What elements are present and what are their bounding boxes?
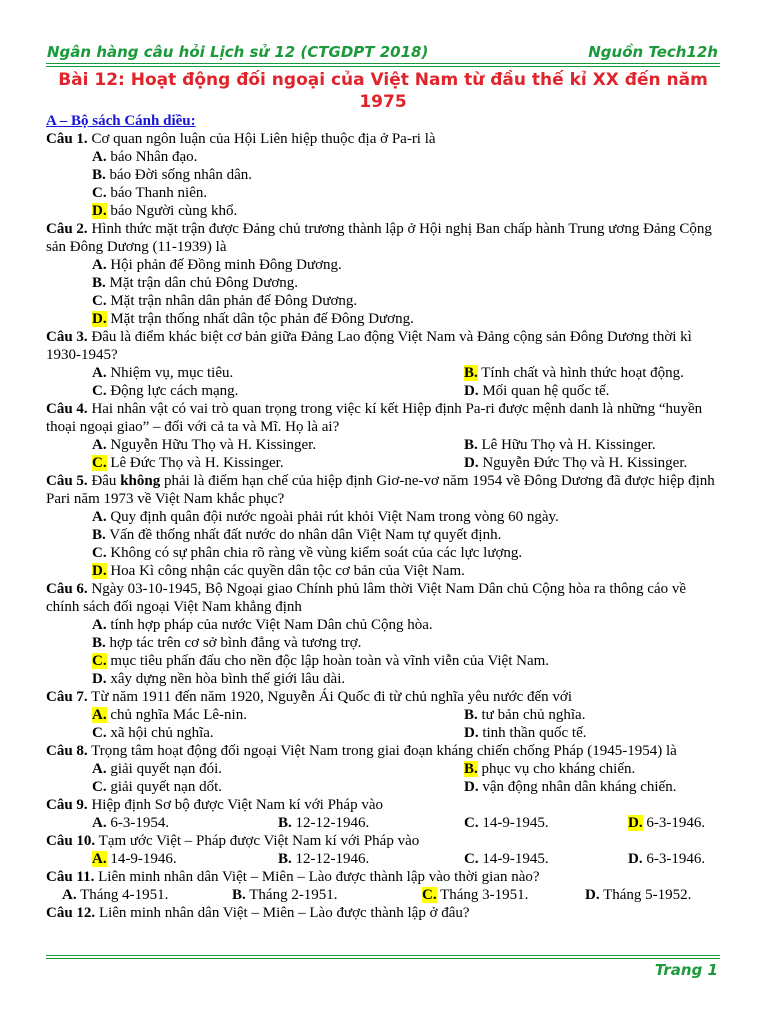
- option-text: Nguyễn Đức Thọ và H. Kissinger.: [478, 455, 688, 471]
- option-letter: B.: [92, 275, 106, 291]
- question-label: Câu 4.: [46, 401, 88, 417]
- question-body: Từ năm 1911 đến năm 1920, Nguyễn Ái Quốc đi từ chủ nghĩa yêu nước đến với: [87, 689, 573, 705]
- answer-option: [46, 508, 718, 526]
- option-text: báo Nhân đạo.: [106, 149, 198, 165]
- option-text: báo Thanh niên.: [106, 185, 208, 201]
- question-text: [46, 904, 718, 922]
- option-text: báo Người cùng khổ.: [106, 203, 238, 219]
- question-text: [46, 742, 718, 760]
- option-letter: B.: [278, 815, 292, 831]
- answer-option: [464, 454, 718, 472]
- question-body: Tạm ước Việt – Pháp được Việt Nam kí với Pháp vào: [95, 833, 420, 849]
- option-text: Vấn đề thống nhất đất nước do nhân dân Việt Nam tự quyết định.: [105, 527, 502, 543]
- header-rule: [46, 66, 720, 67]
- question-text: [46, 220, 718, 256]
- option-letter: C.: [464, 815, 479, 831]
- answer-option: [46, 256, 718, 274]
- question-label: Câu 8.: [46, 743, 88, 759]
- page-number: Trang 1: [654, 961, 718, 979]
- answer-option: [46, 562, 718, 580]
- question-body: Liên minh nhân dân Việt – Miên – Lào được thành lập ở đâu?: [95, 905, 470, 921]
- option-letter: B.: [232, 887, 246, 903]
- option-text: Tháng 2-1951.: [245, 887, 338, 903]
- header-rule: [46, 63, 720, 64]
- option-text: xây dựng nền hòa bình thế giới lâu dài.: [106, 671, 346, 687]
- answer-option: [46, 814, 278, 832]
- answer-option: [46, 202, 718, 220]
- option-text: Hội phản đế Đồng minh Đông Dương.: [106, 257, 342, 273]
- answer-option: [46, 166, 718, 184]
- correct-answer-letter: C.: [422, 887, 437, 903]
- answer-option: [46, 292, 718, 310]
- option-text: tính hợp pháp của nước Việt Nam Dân chủ Cộng hòa.: [106, 617, 433, 633]
- answer-option: [628, 850, 718, 868]
- option-text: Không có sự phân chia rõ ràng về vùng kiểm soát của các lực lượng.: [106, 545, 523, 561]
- correct-answer-letter: B.: [464, 365, 478, 381]
- footer-rule: [46, 958, 720, 959]
- answer-options: [46, 886, 718, 904]
- option-text: Quy định quân đội nước ngoài phải rút khỏi Việt Nam trong vòng 60 ngày.: [106, 509, 559, 525]
- option-letter: D.: [585, 887, 600, 903]
- option-letter: A.: [92, 509, 107, 525]
- option-text: chủ nghĩa Mác Lê-nin.: [106, 707, 247, 723]
- answer-option: [628, 814, 718, 832]
- answer-option: [278, 814, 464, 832]
- question-body: Trọng tâm hoạt động đối ngoại Việt Nam trong giai đoạn kháng chiến chống Pháp (1945-1954) là: [87, 743, 677, 759]
- question-body: Hiệp định Sơ bộ được Việt Nam kí với Pháp vào: [87, 797, 383, 813]
- answer-option: [46, 148, 718, 166]
- answer-option: [46, 544, 718, 562]
- option-text: giải quyết nạn đói.: [106, 761, 222, 777]
- section-heading: A – Bộ sách Cánh diều:: [46, 113, 196, 129]
- option-text: Lê Đức Thọ và H. Kissinger.: [106, 455, 284, 471]
- option-letter: C.: [92, 185, 107, 201]
- answer-option: [46, 436, 464, 454]
- option-text: Tính chất và hình thức hoạt động.: [477, 365, 684, 381]
- option-text: Mặt trận dân chủ Đông Dương.: [105, 275, 299, 291]
- question-label: Câu 7.: [46, 689, 88, 705]
- correct-answer-letter: A.: [92, 851, 107, 867]
- answer-option: [46, 184, 718, 202]
- answer-option: [464, 364, 718, 382]
- answer-option: [464, 760, 718, 778]
- question-body: Đâu là điểm khác biệt cơ bản giữa Đảng Lao động Việt Nam và Đảng cộng sản Đông Dương thời kì 1930-1945?: [46, 329, 692, 363]
- answer-options: [46, 616, 718, 688]
- option-letter: C.: [92, 725, 107, 741]
- question-label: Câu 10.: [46, 833, 96, 849]
- option-text: Nhiệm vụ, mục tiêu.: [106, 365, 234, 381]
- answer-option: [46, 850, 278, 868]
- option-letter: B.: [92, 167, 106, 183]
- option-text: Tháng 4-1951.: [76, 887, 169, 903]
- option-text: 12-12-1946.: [291, 815, 370, 831]
- option-letter: D.: [464, 725, 479, 741]
- question-label: Câu 2.: [46, 221, 88, 237]
- option-letter: A.: [92, 365, 107, 381]
- answer-option: [464, 706, 718, 724]
- correct-answer-letter: D.: [628, 815, 643, 831]
- answer-options: [46, 436, 718, 472]
- question-text: [46, 868, 718, 886]
- option-text: tinh thần quốc tế.: [478, 725, 587, 741]
- question-body: Hai nhân vật có vai trò quan trọng trong việc kí kết Hiệp định Pa-ri được mệnh danh là những “huyền thoại ngoại giao” – đối với cả ta và Mĩ. Họ là ai?: [46, 401, 703, 435]
- question-label: Câu 9.: [46, 797, 88, 813]
- option-text: 14-9-1945.: [478, 851, 549, 867]
- question-text: [46, 328, 718, 364]
- option-letter: B.: [464, 437, 478, 453]
- option-text: Mối quan hệ quốc tế.: [478, 383, 610, 399]
- option-text: xã hội chủ nghĩa.: [106, 725, 214, 741]
- option-letter: C.: [92, 545, 107, 561]
- answer-option: [46, 760, 464, 778]
- question-text: [46, 832, 718, 850]
- option-text: 14-9-1945.: [478, 815, 549, 831]
- answer-options: [46, 850, 718, 868]
- answer-option: [46, 616, 718, 634]
- option-letter: A.: [92, 761, 107, 777]
- option-letter: C.: [92, 779, 107, 795]
- answer-option: [232, 886, 422, 904]
- answer-option: [585, 886, 718, 904]
- answer-option: [46, 274, 718, 292]
- question-text: [46, 472, 718, 508]
- correct-answer-letter: D.: [92, 563, 107, 579]
- option-text: Hoa Kì công nhận các quyền dân tộc cơ bản của Việt Nam.: [106, 563, 465, 579]
- answer-options: [46, 814, 718, 832]
- option-letter: D.: [464, 455, 479, 471]
- answer-option: [46, 310, 718, 328]
- option-text: Mặt trận thống nhất dân tộc phản đế Đông Dương.: [106, 311, 414, 327]
- question-text: [46, 400, 718, 436]
- question-body: Ngày 03-10-1945, Bộ Ngoại giao Chính phủ lâm thời Việt Nam Dân chủ Cộng hòa ra thông cáo về chính sách đối ngoại Việt Nam khẳng định: [46, 581, 687, 615]
- option-letter: B.: [92, 635, 106, 651]
- option-letter: A.: [62, 887, 77, 903]
- question-label: Câu 11.: [46, 869, 95, 885]
- answer-option: [464, 724, 718, 742]
- option-letter: B.: [464, 707, 478, 723]
- answer-option: [422, 886, 585, 904]
- option-letter: D.: [628, 851, 643, 867]
- option-text: vận động nhân dân kháng chiến.: [478, 779, 677, 795]
- question-label: Câu 6.: [46, 581, 88, 597]
- answer-options: [46, 364, 718, 400]
- correct-answer-letter: C.: [92, 455, 107, 471]
- option-text: giải quyết nạn dốt.: [106, 779, 222, 795]
- answer-option: [46, 886, 232, 904]
- option-text: Nguyễn Hữu Thọ và H. Kissinger.: [106, 437, 317, 453]
- header-right: Nguồn Tech12h: [588, 43, 718, 61]
- header-left: Ngân hàng câu hỏi Lịch sử 12 (CTGDPT 2018): [47, 43, 429, 61]
- option-text: mục tiêu phấn đấu cho nền độc lập hoàn toàn và vĩnh viễn của Việt Nam.: [106, 653, 550, 669]
- option-text: báo Đời sống nhân dân.: [105, 167, 253, 183]
- option-letter: D.: [92, 671, 107, 687]
- correct-answer-letter: D.: [92, 203, 107, 219]
- answer-options: [46, 760, 718, 796]
- option-text: Mặt trận nhân dân phản đế Đông Dương.: [106, 293, 358, 309]
- answer-options: [46, 706, 718, 742]
- question-body: phải là điểm hạn chế của hiệp định Giơ-ne-vơ năm 1954 về Đông Dương đã được hiệp định Pari năm 1973 về Việt Nam khắc phục?: [46, 473, 715, 507]
- question-label: Câu 12.: [46, 905, 96, 921]
- answer-option: [46, 652, 718, 670]
- answer-options: [46, 508, 718, 580]
- question-text: [46, 580, 718, 616]
- option-letter: A.: [92, 815, 107, 831]
- correct-answer-letter: C.: [92, 653, 107, 669]
- question-label: Câu 5.: [46, 473, 88, 489]
- question-label: Câu 1.: [46, 131, 88, 147]
- question-text: [46, 130, 718, 148]
- option-letter: C.: [92, 383, 107, 399]
- option-letter: A.: [92, 149, 107, 165]
- option-text: Tháng 5-1952.: [599, 887, 692, 903]
- answer-option: [278, 850, 464, 868]
- option-text: Lê Hữu Thọ và H. Kissinger.: [477, 437, 656, 453]
- question-body: Hình thức mặt trận được Đảng chủ trương thành lập ở Hội nghị Ban chấp hành Trung ương Đảng Cộng sản Đông Dương (11-1939) là: [46, 221, 712, 255]
- answer-options: [46, 256, 718, 328]
- lesson-title: Bài 12: Hoạt động đối ngoại của Việt Nam từ đầu thế kỉ XX đến năm 1975: [58, 70, 708, 112]
- option-text: hợp tác trên cơ sở bình đẳng và tương trợ.: [105, 635, 362, 651]
- option-letter: D.: [464, 779, 479, 795]
- answer-option: [46, 526, 718, 544]
- correct-answer-letter: A.: [92, 707, 107, 723]
- question-text-part: Đâu: [87, 473, 121, 489]
- answer-option: [46, 778, 464, 796]
- option-letter: B.: [92, 527, 106, 543]
- option-letter: D.: [464, 383, 479, 399]
- answer-option: [464, 814, 628, 832]
- question-body: Cơ quan ngôn luận của Hội Liên hiệp thuộc địa ở Pa-ri là: [87, 131, 436, 147]
- option-letter: A.: [92, 617, 107, 633]
- answer-option: [464, 382, 718, 400]
- question-text: [46, 796, 718, 814]
- option-letter: B.: [278, 851, 292, 867]
- option-text: 6-3-1954.: [106, 815, 170, 831]
- option-letter: A.: [92, 437, 107, 453]
- page-header: [47, 43, 718, 61]
- option-letter: A.: [92, 257, 107, 273]
- option-text: Tháng 3-1951.: [436, 887, 529, 903]
- option-text: 12-12-1946.: [291, 851, 370, 867]
- option-letter: C.: [464, 851, 479, 867]
- answer-option: [464, 436, 718, 454]
- question-list: [46, 112, 718, 922]
- answer-option: [46, 706, 464, 724]
- question-body: Liên minh nhân dân Việt – Miên – Lào được thành lập vào thời gian nào?: [94, 869, 540, 885]
- question-emphasis: không: [120, 473, 161, 489]
- answer-option: [46, 724, 464, 742]
- option-text: Động lực cách mạng.: [106, 383, 239, 399]
- answer-option: [464, 850, 628, 868]
- answer-option: [46, 670, 718, 688]
- option-text: phục vụ cho kháng chiến.: [477, 761, 636, 777]
- question-label: Câu 3.: [46, 329, 88, 345]
- correct-answer-letter: B.: [464, 761, 478, 777]
- option-text: 14-9-1946.: [106, 851, 177, 867]
- footer-rule: [46, 955, 720, 956]
- answer-option: [46, 382, 464, 400]
- answer-option: [46, 364, 464, 382]
- option-text: 6-3-1946.: [642, 815, 706, 831]
- answer-option: [464, 778, 718, 796]
- option-text: 6-3-1946.: [642, 851, 706, 867]
- answer-option: [46, 454, 464, 472]
- answer-option: [46, 634, 718, 652]
- answer-options: [46, 148, 718, 220]
- option-letter: C.: [92, 293, 107, 309]
- question-text: [46, 688, 718, 706]
- correct-answer-letter: D.: [92, 311, 107, 327]
- option-text: tư bản chủ nghĩa.: [477, 707, 586, 723]
